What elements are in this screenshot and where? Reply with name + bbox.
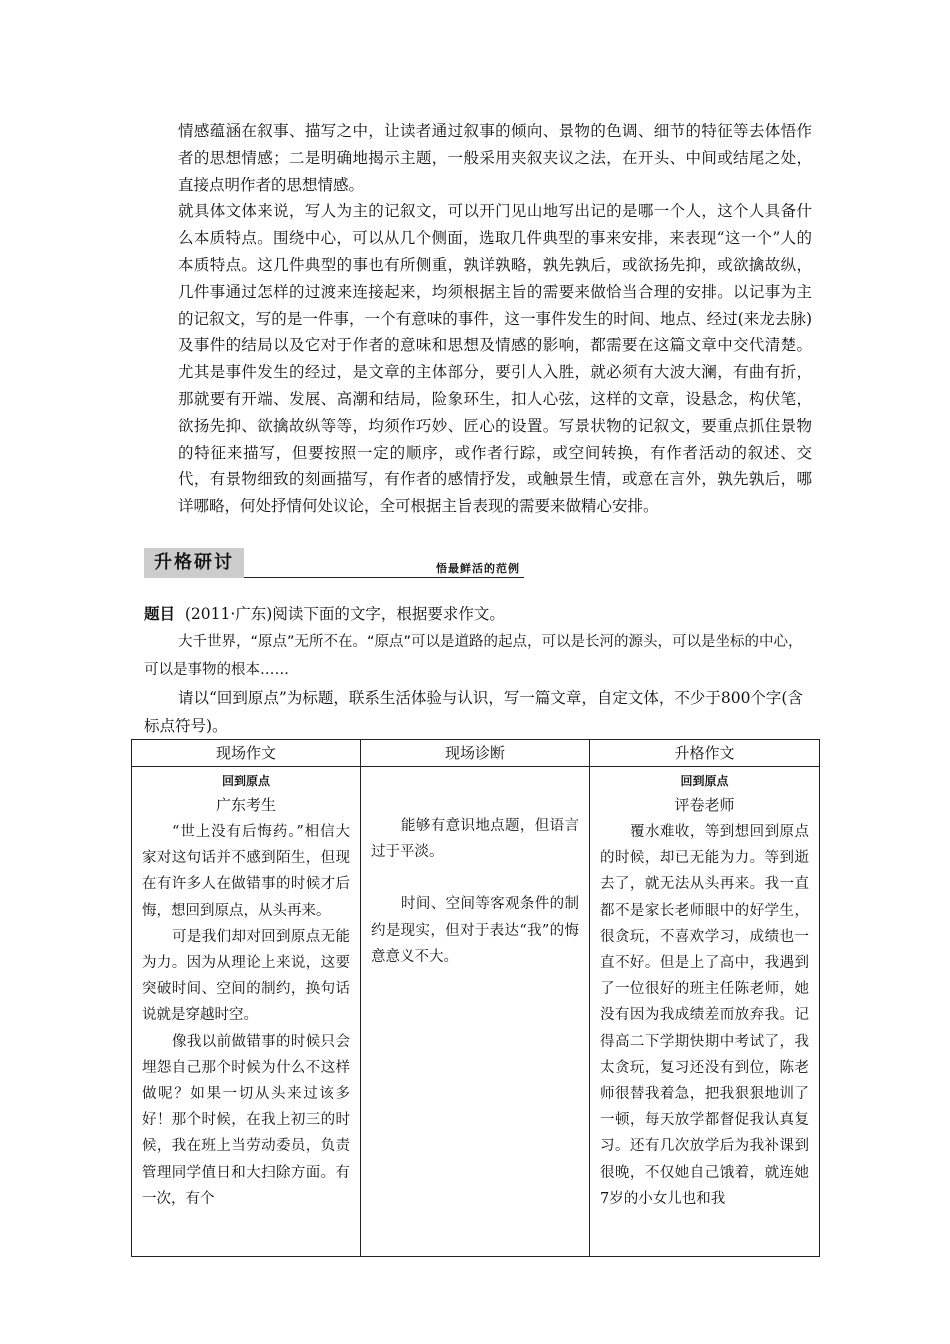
question-quote: 大千世界，“原点”无所不在。“原点”可以是道路的起点，可以是长河的源头，可以是坐标的中心，可以是事物的根本…… [144,634,803,678]
improved-essay-title: 回到原点 [680,774,729,788]
question-requirement: 请以“回到原点”为标题，联系生活体验与认识，写一篇文章，自定文体，不少于800个字(含标点符号)。 [144,689,803,735]
section-tagline: 悟最鲜活的范例 [436,562,520,575]
section-title: 升格研讨 [144,548,244,578]
improved-essay-cell [590,767,820,1257]
header-diagnosis: 现场诊断 [361,740,590,767]
header-improved: 升格作文 [590,740,820,767]
diagnosis-note: 能够有意识地点题，但语言过于平淡。 [371,818,579,861]
section-divider [244,577,524,578]
original-paragraph: “世上没有后悔药。”相信大家对这句话并不感到陌生，但现在有许多人在做错事的时候才后悔，想回到原点，从头再来。 [142,824,350,919]
question-source: (2011·广东)阅读下面的文字，根据要求作文。 [184,605,505,623]
question-label: 题目 [144,605,176,623]
intro-paragraph-1: 情感蕴涵在叙事、描写之中，让读者通过叙事的倾向、景物的色调、细节的特征等去体悟作者的思想情感；二是明确地揭示主题，一般采用夹叙夹议之法，在开头、中间或结尾之处，直接点明作者的思想情感。 [178,122,812,194]
original-essay-title: 回到原点 [221,774,270,788]
original-essay-author: 广东考生 [215,796,276,814]
table-body-row [132,767,820,1257]
header-original: 现场作文 [132,740,361,767]
section-header [144,548,524,580]
intro-text [178,118,812,520]
improved-paragraph: 覆水难收，等到想回到原点的时候，却已无能为力。等到逝去了，就无法从头再来。我一直都不是家长老师眼中的好学生，很贪玩，不喜欢学习，成绩也一直不好。但是上了高中，我遇到了一位很好的班主任陈老师，她没有因为我成绩差而放弃我。记得高二下学期快期中考试了，我太贪玩，复习还没有到位，陈老师很替我着急，把我狠狠地训了一顿，每天放学都督促我认真复习。还有几次放学后为我补课到很晚，不仅她自己饿着，就连她7岁的小女儿也和我 [600,824,809,1207]
original-paragraph: 可是我们却对回到原点无能为力。因为从理论上来说，这要突破时间、空间的制约，换句话说就是穿越时空。 [142,928,350,1024]
improved-essay-author: 评卷老师 [674,796,735,814]
comparison-table [131,739,820,1257]
diagnosis-cell [361,767,590,1257]
table-header-row [132,740,820,767]
question-block [144,600,812,740]
question-line [144,600,812,628]
intro-paragraph-2: 就具体文体来说，写人为主的记叙文，可以开门见山地写出记的是哪一个人，这个人具备什么本质特点。围绕中心，可以从几个侧面，选取几件典型的事来安排，来表现“这一个”人的本质特点。这几件典型的事也有所侧重，孰详孰略，孰先孰后，或欲扬先抑，或欲擒故纵，几件事通过怎样的过渡来连接起来，均须根据主旨的需要来做恰当合理的安排。以记事为主的记叙文，写的是一件事，一个有意味的事件，这一事件发生的时间、地点、经过(来龙去脉)及事件的结局以及它对于作者的意味和思想及情感的影响，都需要在这篇文章中交代清楚。尤其是事件发生的经过，是文章的主体部分，要引人入胜，就必须有大波大澜，有曲有折，那就要有开端、发展、高潮和结局，险象环生，扣人心弦，这样的文章，设悬念，构伏笔，欲扬先抑、欲擒故纵等等，均须作巧妙、匠心的设置。写景状物的记叙文，要重点抓住景物的特征来描写，但要按照一定的顺序，或作者行踪，或空间转换，有作者活动的叙述、交代，有景物细致的刻画描写，有作者的感情抒发，或触景生情，或意在言外，孰先孰后，哪详哪略，何处抒情何处议论，全可根据主旨表现的需要来做精心安排。 [178,202,812,516]
diagnosis-note: 时间、空间等客观条件的制约是现实，但对于表达“我”的悔意意义不大。 [371,896,579,965]
original-paragraph: 像我以前做错事的时候只会埋怨自己那个时候为什么不这样做呢？如果一切从头来过该多好！那个时候，在我上初三的时候，我在班上当劳动委员，负责管理同学值日和大扫除方面。有一次，有个 [142,1033,350,1207]
original-essay-cell [132,767,361,1257]
